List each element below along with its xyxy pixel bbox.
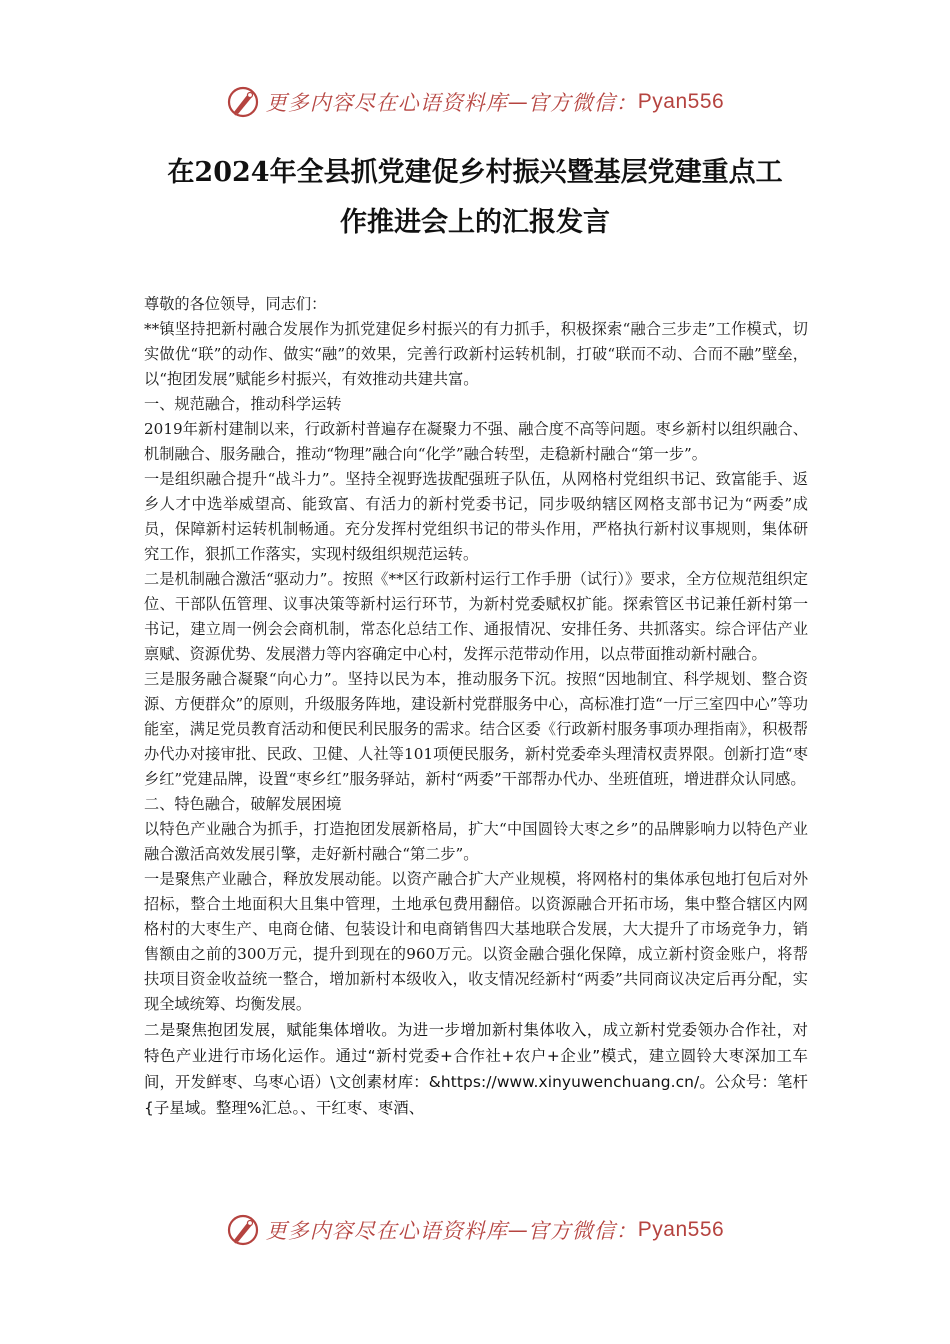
paragraph: 以特色产业融合为抓手，打造抱团发展新格局，扩大“中国圆铃大枣之乡”的品牌影响力以特色产业融合激活高效发展引擎，走好新村融合“第二步”。 xyxy=(144,820,808,863)
paragraph: 一是聚焦产业融合，释放发展动能。以资产融合扩大产业规模，将网格村的集体承包地打包后对外招标，整合土地面积大且集中管理，土地承包费用翻倍。以资源融合开拓市场，集中整合辖区内网格村的大枣生产、电商仓储、包装设计和电商销售四大基地联合发展，大大提升了市场竞争力，销售额由之前的300万元，提升到现在的960万元。以资金融合强化保障，成立新村资金账户，将帮扶项目资金收益统一整合，增加新村本级收入，收支情况经新村“两委”共同商议决定后再分配，实现全域统筹、均衡发展。 xyxy=(144,870,808,1013)
paragraph: 2019年新村建制以来，行政新村普遍存在凝聚力不强、融合度不高等问题。枣乡新村以组织融合、机制融合、服务融合，推动“物理”融合向“化学”融合转型，走稳新村融合“第一步”。 xyxy=(144,420,808,463)
paragraph: 一是组织融合提升“战斗力”。坚持全视野选拔配强班子队伍，从网格村党组织书记、致富能手、返乡人才中选举威望高、能致富、有活力的新村党委书记，同步吸纳辖区网格支部书记为“两委”成员，保障新村运转机制畅通。充分发挥村党组织书记的带头作用，严格执行新村议事规则，集体研究工作，狠抓工作落实，实现村级组织规范运转。 xyxy=(144,470,808,563)
paragraph: 二是聚焦抱团发展，赋能集体增收。为进一步增加新村集体收入，成立新村党委领办合作社，对特色产业进行市场化运作。通过“新村党委+合作社+农户+企业”模式，建立圆铃大枣深加工车间，开发鲜枣、乌枣心语）\文创素材库：&https://www.xinyuwenchuang.cn/。公众号：笔杆{子星域。整理%汇总。、干红枣、枣酒、 xyxy=(144,1021,808,1117)
salutation: 尊敬的各位领导，同志们： xyxy=(144,295,327,313)
intro-paragraph: **镇坚持把新村融合发展作为抓党建促乡村振兴的有力抓手，积极探索“融合三步走”工作模式，切实做优“联”的动作、做实“融”的效果，完善行政新村运转机制，打破“联而不动、合而不融”壁垒，以“抱团发展”赋能乡村振兴，有效推动共建共富。 xyxy=(144,320,808,388)
pen-circle-logo-icon xyxy=(226,85,260,119)
watermark-text: 更多内容尽在心语资料库 xyxy=(265,91,508,115)
watermark-footer xyxy=(0,1208,950,1252)
document-title xyxy=(140,148,810,248)
paragraph: 三是服务融合凝聚“向心力”。坚持以民为本，推动服务下沉。按照“因地制宜、科学规划、整合资源、方便群众”的原则，升级服务阵地，建设新村党群服务中心，高标准打造“一厅三室四中心”等功能室，满足党员教育活动和便民利民服务的需求。结合区委《行政新村服务事项办理指南》，积极帮办代办对接审批、民政、卫健、人社等101项便民服务，新村党委牵头理清权责界限。创新打造“枣乡红”党建品牌，设置“枣乡红”服务驿站，新村“两委”干部帮办代办、坐班值班，增进群众认同感。 xyxy=(144,670,808,788)
watermark-separator: — xyxy=(507,90,528,114)
paragraph: 二是机制融合激活“驱动力”。按照《**区行政新村运行工作手册（试行）》要求，全方位规范组织定位、干部队伍管理、议事决策等新村运行环节，为新村党委赋权扩能。探索管区书记兼任新村第一书记，建立周一例会会商机制，常态化总结工作、通报情况、安排任务、共抓落实。综合评估产业禀赋、资源优势、发展潜力等内容确定中心村，发挥示范带动作用，以点带面推动新村融合。 xyxy=(144,570,808,663)
section-heading-2: 二、特色融合，破解发展困境 xyxy=(144,795,342,813)
title-line-2: 作推进会上的汇报发言 xyxy=(340,207,610,238)
watermark-handle: Pyan556 xyxy=(637,1218,725,1241)
title-line-1: 在2024年全县抓党建促乡村振兴暨基层党建重点工 xyxy=(167,157,783,188)
section-heading-1: 一、规范融合，推动科学运转 xyxy=(144,395,342,413)
watermark-header xyxy=(0,80,950,124)
document-body xyxy=(144,292,808,1121)
watermark-text: 更多内容尽在心语资料库 xyxy=(265,1219,508,1243)
watermark-suffix: 官方微信： xyxy=(527,1219,638,1243)
watermark-suffix: 官方微信： xyxy=(527,91,638,115)
pen-circle-logo-icon xyxy=(226,1213,260,1247)
watermark-handle: Pyan556 xyxy=(637,90,725,113)
watermark-separator: — xyxy=(507,1218,528,1242)
